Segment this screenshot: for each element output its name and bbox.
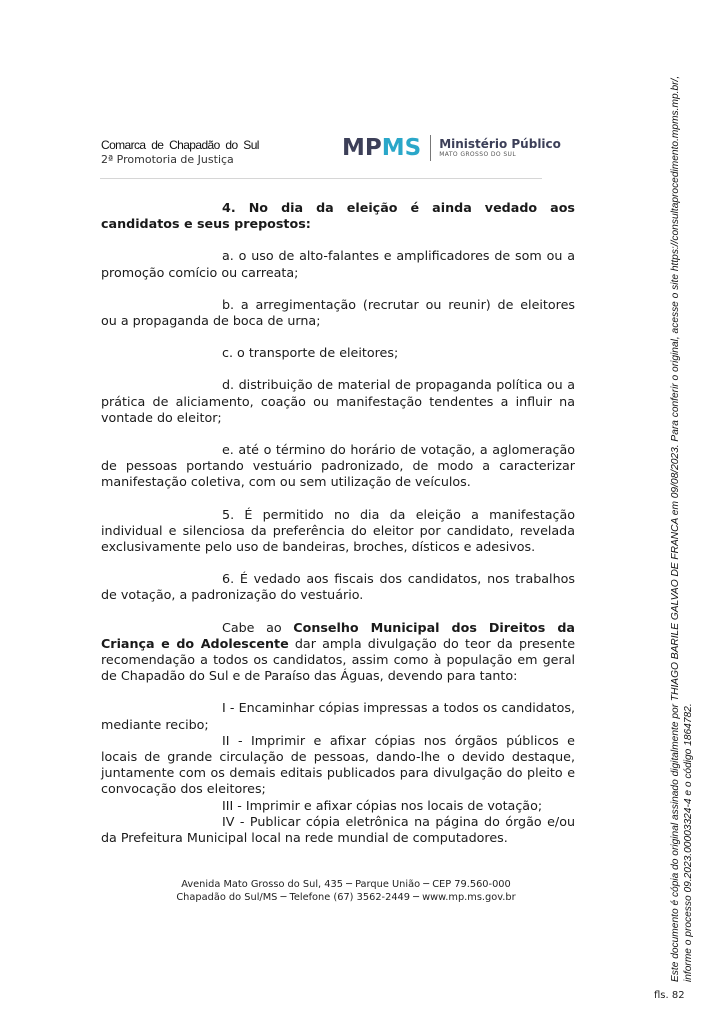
paragraph-5: 5. É permitido no dia da eleição a manifestação individual e silenciosa da preferência do eleitor por candidato, revelada exclusivamente pelo uso de bandeiras, broches, dísticos e adesivos. [101, 506, 575, 555]
item-ii: II - Imprimir e afixar cópias nos órgãos públicos e locais de grande circulação de pessoas, dando-lhe o devido destaque, juntamente com os demais editais publicados para divulgação do pleito e convocação dos eleitores; [101, 732, 575, 797]
header-divider [100, 178, 542, 179]
paragraph-4 [101, 200, 575, 232]
item-i: I - Encaminhar cópias impressas a todos os candidatos, mediante recibo; [101, 700, 575, 732]
footer-line-2: Chapadão do Sul/MS ─ Telefone (67) 3562-2449 ─ www.mp.ms.gov.br [176, 892, 516, 903]
item-iv: IV - Publicar cópia eletrônica na página do órgão e/ou da Prefeitura Municipal local na rede mundial de computadores. [101, 813, 575, 846]
paragraph-7 [101, 620, 575, 685]
logo-mark-mp: MP [342, 135, 382, 161]
paragraph-7-post: dar ampla divulgação do teor da presente recomendação a todos os candidatos, assim como à população em geral de Chapadão do Sul e de Paraíso das Águas, devendo para tanto: [101, 635, 575, 684]
paragraph-4d: d. distribuição de material de propaganda política ou a prática de aliciamento, coação ou manifestação tendentes a influir na vontade do eleitor; [101, 377, 575, 425]
paragraph-4e: e. até o término do horário de votação, a aglomeração de pessoas portando vestuário padronizado, de modo a caracterizar manifestação coletiva, com ou sem utilização de veículos. [101, 442, 575, 490]
digital-signature-note [670, 75, 695, 982]
logo-mark-ms: MS [381, 135, 422, 161]
signature-note-line-2: informe o processo 09.2023.00003324-4 e o código 1864782. [682, 703, 694, 982]
item-iii: III - Imprimir e afixar cópias nos locais de votação; [222, 797, 543, 813]
logo-title: Ministério Público [439, 137, 561, 151]
footer-address [0, 878, 724, 904]
paragraph-4a: a. o uso de alto-falantes e amplificadores de som ou a promoção comício ou carreata; [101, 248, 575, 280]
signature-note-line-1: Este documento é cópia do original assinado digitalmente por THIAGO BARILE GALVAO DE FRANCA em 09/08/2023. Para conferir o original, acesse o site https://consultaprocedimento.mpms.mp.br/, [670, 75, 681, 982]
mpms-logo [342, 135, 561, 161]
footer-line-1: Avenida Mato Grosso do Sul, 435 ─ Parque União ─ CEP 79.560-000 [181, 879, 511, 890]
header-organization [101, 138, 259, 166]
logo-subtitle: MATO GROSSO DO SUL [439, 151, 517, 158]
paragraph-4-heading: 4. No dia da eleição é ainda vedado aos candidatos e seus prepostos: [101, 200, 575, 232]
paragraph-7-pre: Cabe ao [222, 619, 294, 635]
org-line: Comarca de Chapadão do Sul [101, 138, 259, 152]
promotoria-line: 2ª Promotoria de Justiça [101, 153, 234, 166]
paragraph-6: 6. É vedado aos fiscais dos candidatos, nos trabalhos de votação, a padronização do vestuário. [101, 571, 575, 603]
document-body [101, 200, 575, 846]
logo-text [439, 137, 561, 159]
council-name: Conselho Municipal dos Direitos da Criança e do Adolescente [101, 619, 575, 651]
logo-mark [342, 135, 421, 161]
logo-separator [430, 135, 431, 161]
paragraph-4c: c. o transporte de eleitores; [222, 345, 399, 361]
page-number: fls. 82 [654, 990, 685, 1001]
paragraph-4b: b. a arregimentação (recrutar ou reunir) de eleitores ou a propaganda de boca de urna; [101, 296, 575, 329]
